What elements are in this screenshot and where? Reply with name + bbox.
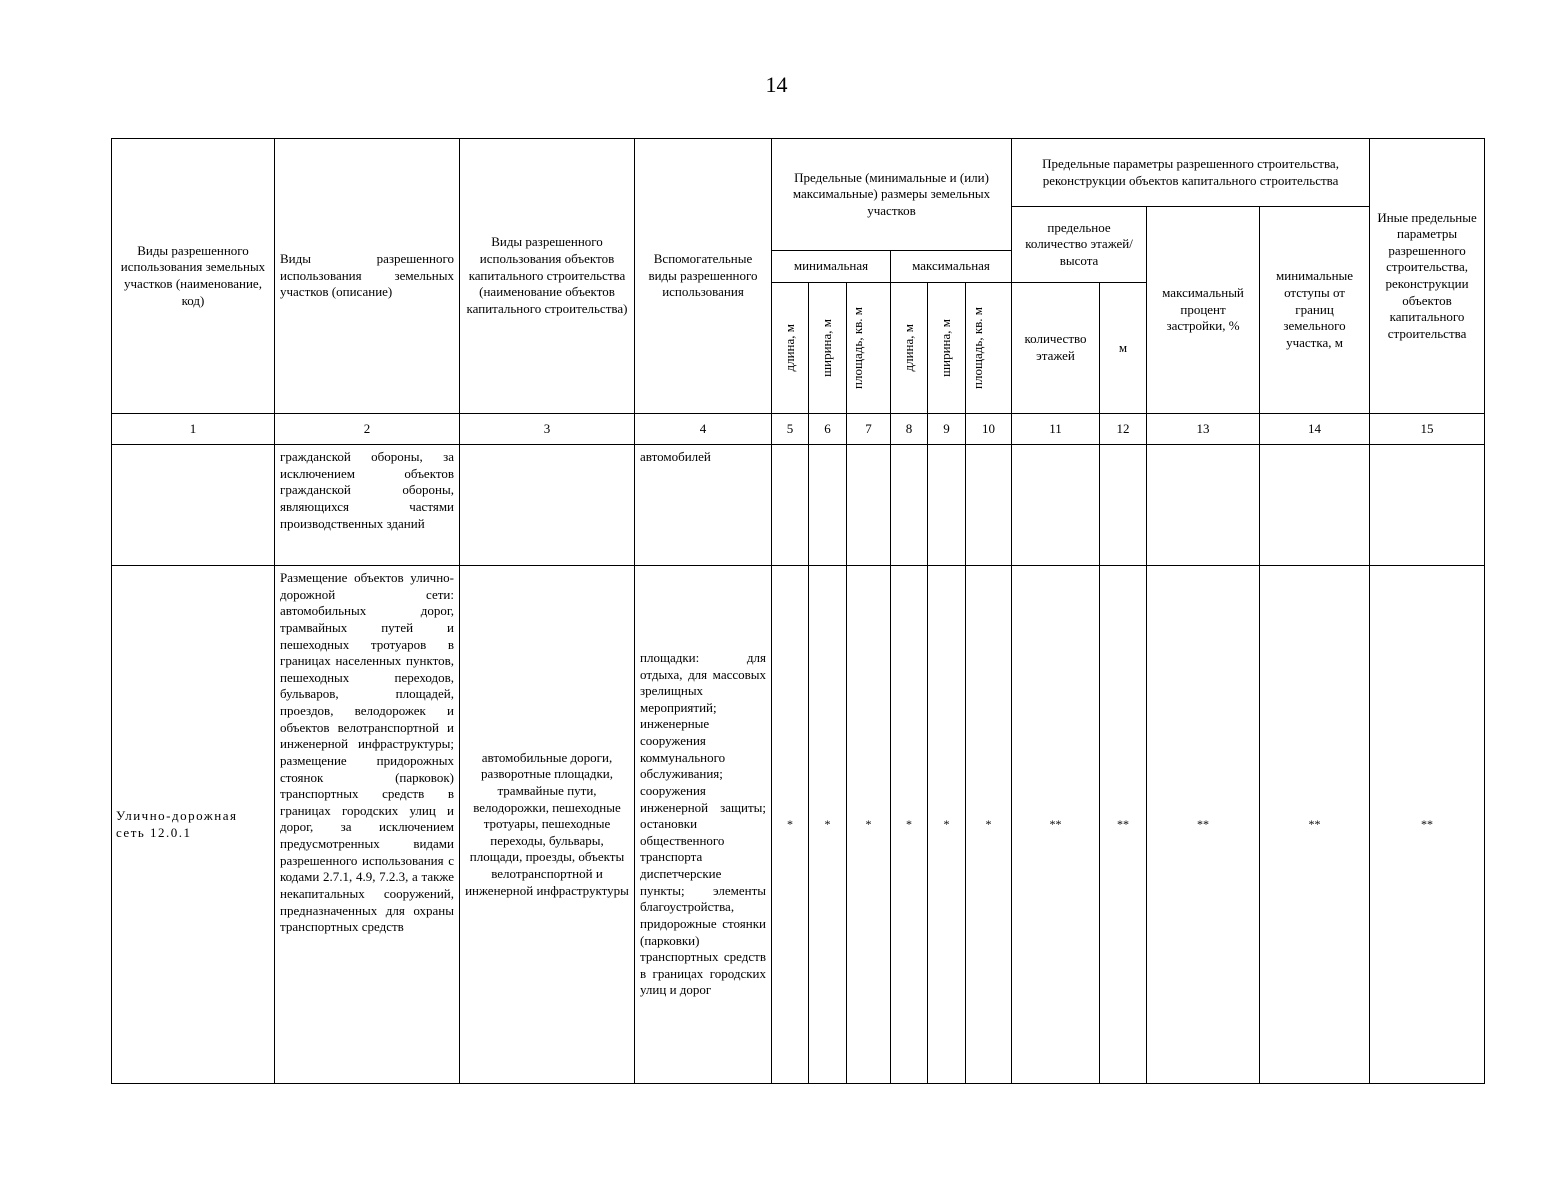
- cell-empty: [966, 445, 1012, 566]
- column-number: 11: [1012, 414, 1100, 445]
- cell-empty: [1147, 445, 1260, 566]
- column-number: 15: [1370, 414, 1485, 445]
- header-plot-sizes: Предельные (минимальные и (или) максимальные) размеры земельных участков: [772, 139, 1012, 251]
- cell-empty: [112, 445, 275, 566]
- header-construction-use: Виды разрешенного использования объектов капитального строительства (наименование объектов капитального строительства): [460, 139, 635, 414]
- header-max-width: [928, 283, 966, 414]
- column-number: 5: [772, 414, 809, 445]
- min-width-label: ширина, м: [819, 319, 835, 377]
- cell-empty: [1100, 445, 1147, 566]
- header-min-setback: минимальные отступы от границ земельного участка, м: [1260, 207, 1370, 414]
- cell-min-width: *: [809, 566, 847, 1084]
- cell-max-percent: **: [1147, 566, 1260, 1084]
- cell-max-length: *: [891, 566, 928, 1084]
- cell-empty: [460, 445, 635, 566]
- column-number: 2: [275, 414, 460, 445]
- min-area-label: площадь, кв. м: [849, 307, 865, 389]
- column-number: 6: [809, 414, 847, 445]
- cell-max-area: *: [966, 566, 1012, 1084]
- header-max-length: [891, 283, 928, 414]
- page-number: 14: [765, 72, 788, 97]
- header-floors-count: количество этажей: [1012, 283, 1100, 414]
- cell-empty: [1370, 445, 1485, 566]
- cell-height: **: [1100, 566, 1147, 1084]
- cell-empty: [772, 445, 809, 566]
- column-number: 8: [891, 414, 928, 445]
- cell-min-area: *: [847, 566, 891, 1084]
- cell-floors: **: [1012, 566, 1100, 1084]
- column-number: 12: [1100, 414, 1147, 445]
- header-minimum: минимальная: [772, 251, 891, 283]
- header-min-width: [809, 283, 847, 414]
- cell-empty: [847, 445, 891, 566]
- cell-description: гражданской обороны, за исключением объектов гражданской обороны, являющихся частями производственных зданий: [275, 445, 460, 566]
- header-floors-height: предельное количество этажей/высота: [1012, 207, 1147, 283]
- cell-description: Размещение объектов улично-дорожной сети: автомобильных дорог, трамвайных путей и пешеходных тротуаров в границах населенных пунктов, пешеходных переходов, бульваров, площадей, проездов, велодорожек и объектов велотранспортной и инженерной инфраструктуры; размещение придорожных стоянок (парковок) транспортных средств в границах городских улиц и дорог, за исключением предусмотренных видами разрешенного использования с кодами 2.7.1, 4.9, 7.2.3, а также некапитальных сооружений, предназначенных для охраны транспортных средств: [275, 566, 460, 1084]
- header-meters: м: [1100, 283, 1147, 414]
- column-number: 4: [635, 414, 772, 445]
- column-number: 10: [966, 414, 1012, 445]
- max-length-label: длина, м: [900, 324, 916, 372]
- column-number: 7: [847, 414, 891, 445]
- table-row-street-network: [112, 566, 1485, 1084]
- regulations-table: [111, 138, 1485, 1084]
- cell-min-length: *: [772, 566, 809, 1084]
- max-width-label: ширина, м: [938, 319, 954, 377]
- header-other-params: Иные предельные параметры разрешенного строительства, реконструкции объектов капитального строительства: [1370, 139, 1485, 414]
- header-land-use-name: Виды разрешенного использования земельных участков (наименование, код): [112, 139, 275, 414]
- cell-max-width: *: [928, 566, 966, 1084]
- min-length-label: длина, м: [781, 324, 797, 372]
- header-maximum: максимальная: [891, 251, 1012, 283]
- cell-empty: [809, 445, 847, 566]
- table-row-continuation: [112, 445, 1485, 566]
- column-number: 3: [460, 414, 635, 445]
- header-min-length: [772, 283, 809, 414]
- header-max-percent: максимальный процент застройки, %: [1147, 207, 1260, 414]
- header-land-use-description: Виды разрешенного использования земельных участков (описание): [275, 139, 460, 414]
- column-number: 9: [928, 414, 966, 445]
- cell-construction-objects: автомобильные дороги, разворотные площадки, трамвайные пути, велодорожки, пешеходные тротуары, пешеходные переходы, бульвары, площади, проезды, объекты велотранспортной и инженерной инфраструктуры: [460, 566, 635, 1084]
- column-number: 14: [1260, 414, 1370, 445]
- header-construction-params: Предельные параметры разрешенного строительства, реконструкции объектов капитального строительства: [1012, 139, 1370, 207]
- cell-auxiliary: автомобилей: [635, 445, 772, 566]
- cell-empty: [928, 445, 966, 566]
- cell-empty: [891, 445, 928, 566]
- cell-empty: [1012, 445, 1100, 566]
- cell-auxiliary: площадки: для отдыха, для массовых зрелищных мероприятий; инженерные сооружения коммунального обслуживания; сооружения инженерной защиты; остановки общественного транспорта диспетчерские пункты; элементы благоустройства, придорожные стоянки (парковки) транспортных средств в границах городских улиц и дорог: [635, 566, 772, 1084]
- column-number: 13: [1147, 414, 1260, 445]
- header-min-area: [847, 283, 891, 414]
- cell-land-use-name: Улично-дорожная сеть 12.0.1: [112, 566, 275, 1084]
- cell-min-setback: **: [1260, 566, 1370, 1084]
- cell-empty: [1260, 445, 1370, 566]
- column-number: 1: [112, 414, 275, 445]
- header-max-area: [966, 283, 1012, 414]
- max-area-label: площадь, кв. м: [969, 307, 985, 389]
- column-number-row: [112, 414, 1485, 445]
- header-auxiliary-use: Вспомогательные виды разрешенного использования: [635, 139, 772, 414]
- header-row-1: [112, 139, 1485, 207]
- cell-other-params: **: [1370, 566, 1485, 1084]
